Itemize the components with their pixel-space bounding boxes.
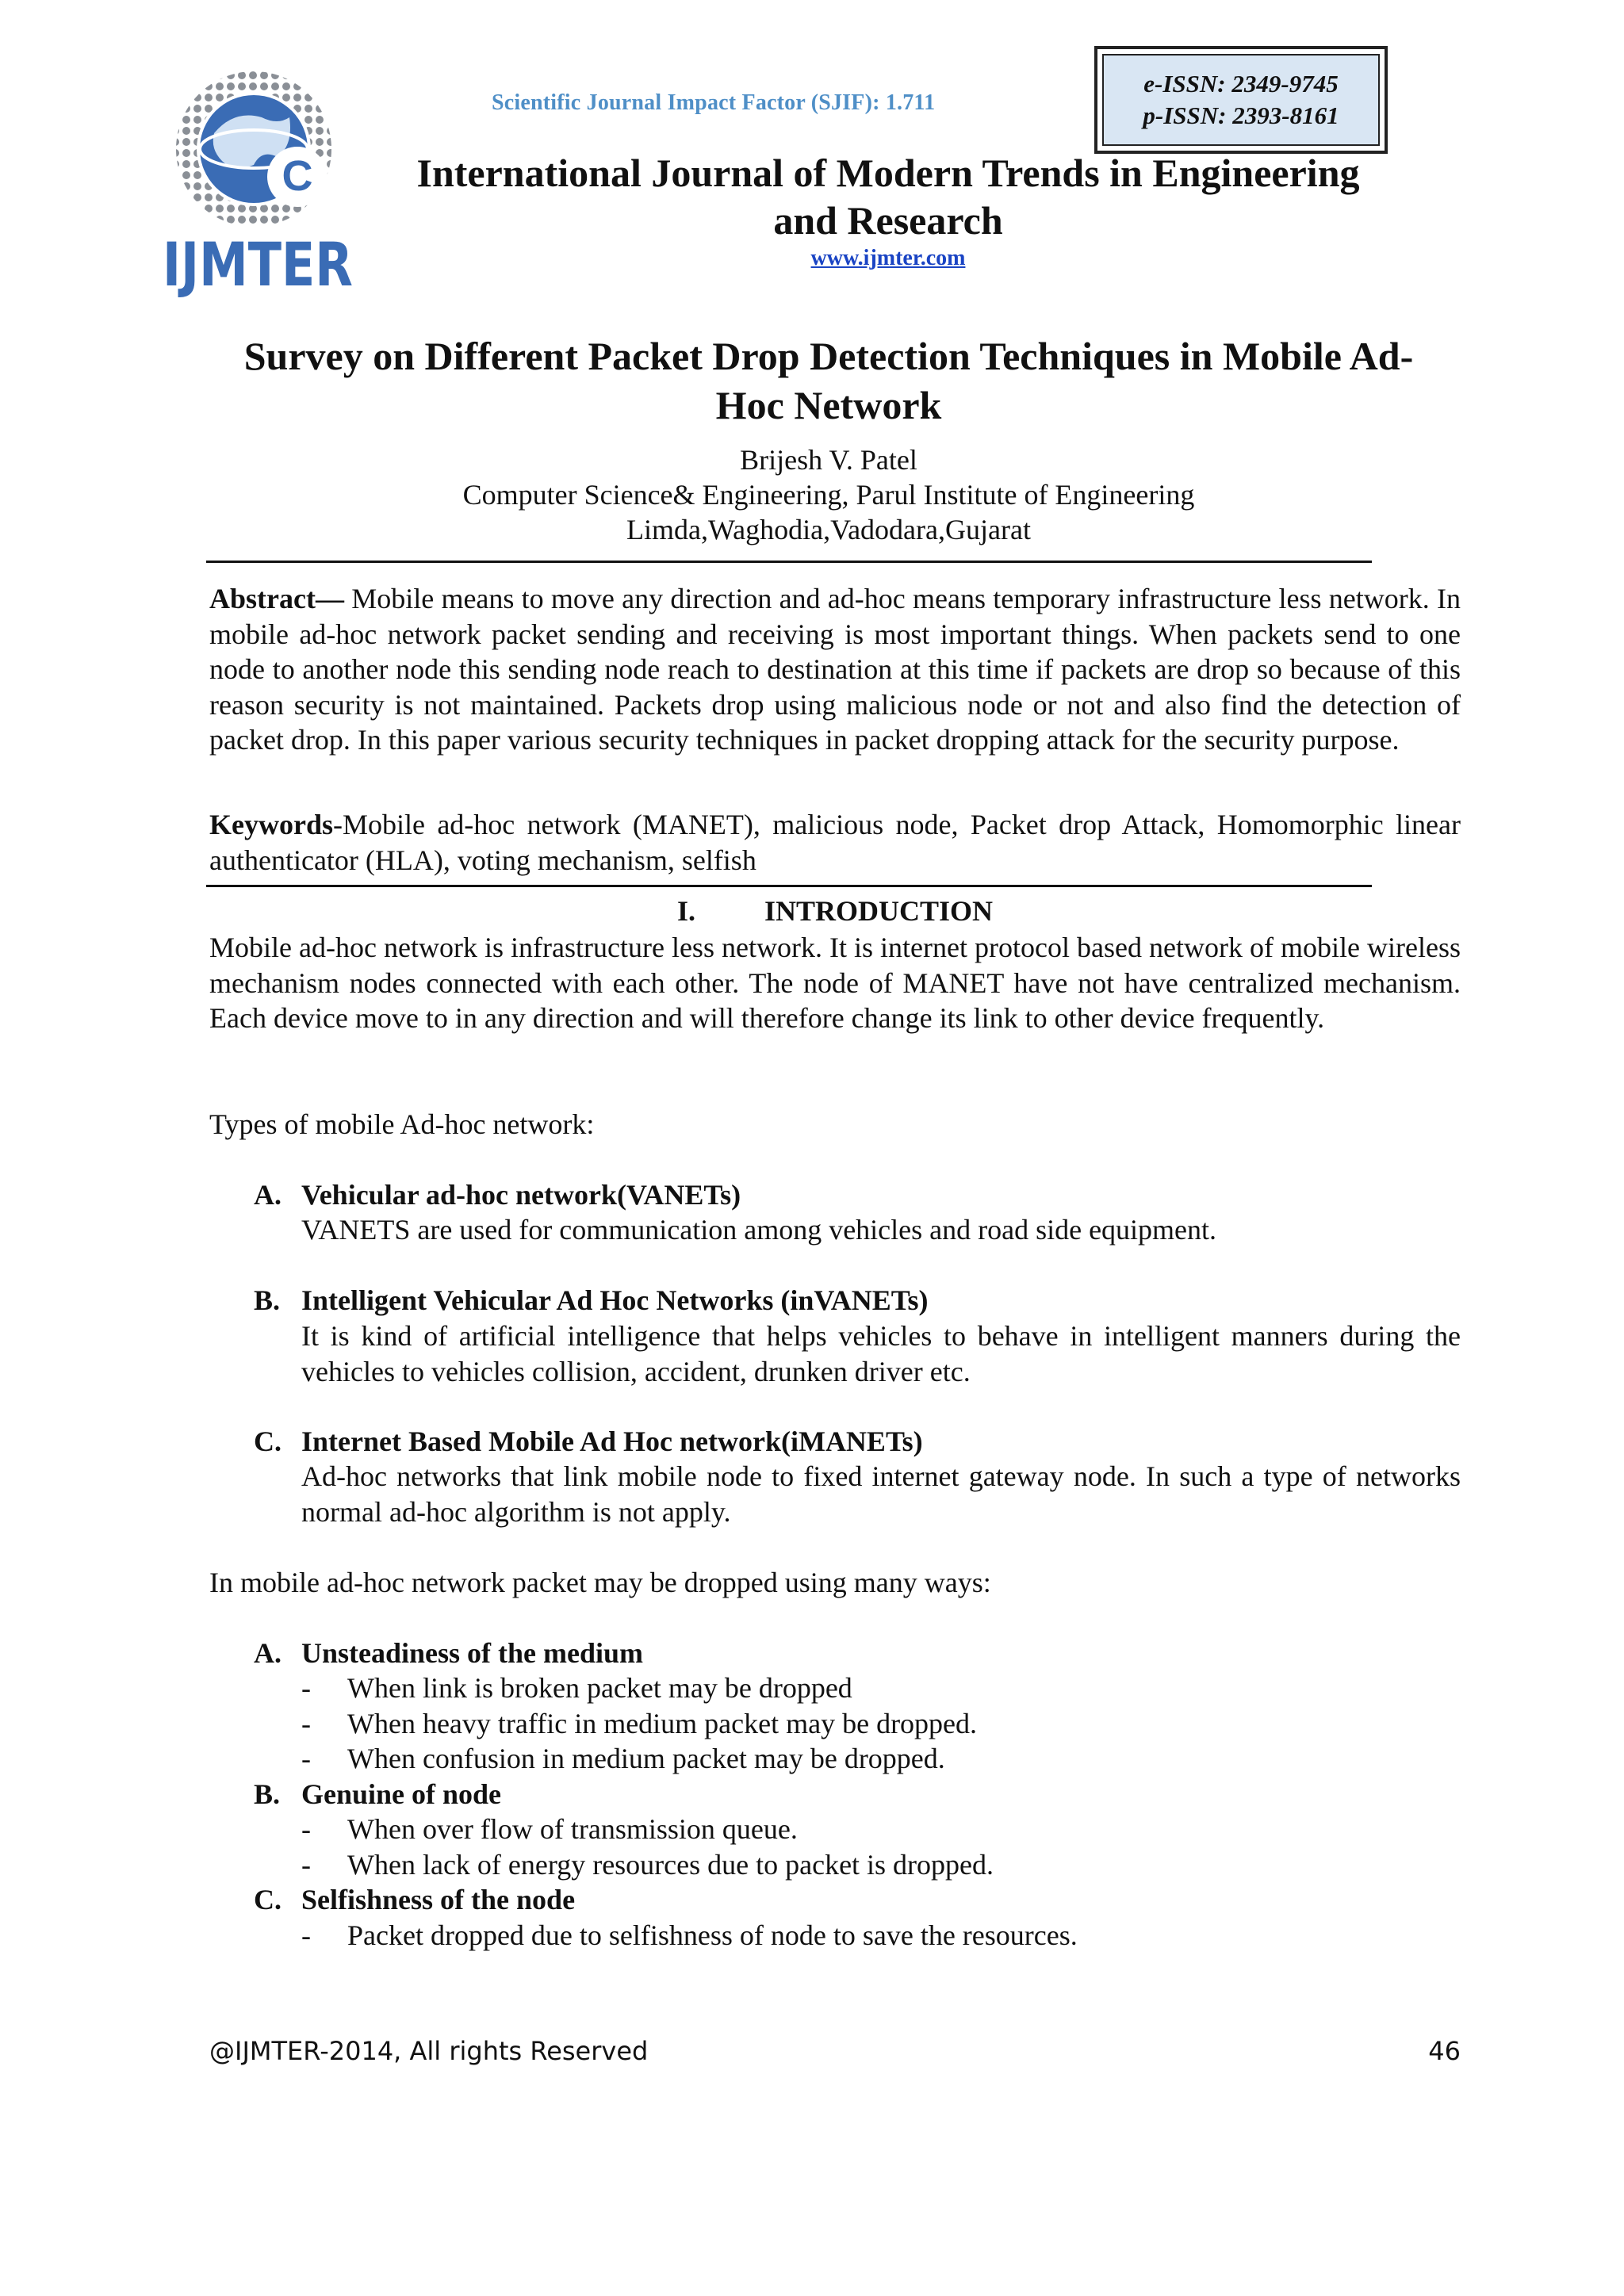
bullet-item: - When over flow of transmission queue. <box>301 1813 798 1845</box>
bullet-item: - When heavy traffic in medium packet may be dropped. <box>301 1708 978 1739</box>
footer-copyright: @IJMTER-2014, All rights Reserved <box>209 2036 649 2066</box>
list-item-heading: A. Vehicular ad-hoc network(VANETs) <box>254 1179 741 1211</box>
page-number: 46 <box>1428 2036 1461 2066</box>
author-affiliation: Computer Science& Engineering, Parul Institute of Engineering <box>462 479 1195 511</box>
journal-logo <box>159 70 357 300</box>
list-item-heading: A. Unsteadiness of the medium <box>254 1637 644 1669</box>
paper-title: Survey on Different Packet Drop Detection Techniques in Mobile Ad- Hoc Network <box>243 334 1414 427</box>
bullet-item: - When lack of energy resources due to packet is dropped. <box>301 1849 994 1881</box>
svg-text:IJMTER: IJMTER <box>163 229 353 300</box>
author-location: Limda,Waghodia,Vadodara,Gujarat <box>626 514 1031 545</box>
section-title: INTRODUCTION <box>764 895 994 927</box>
divider <box>206 885 1372 887</box>
section-number: I. <box>676 895 695 927</box>
issn-box <box>1094 46 1388 154</box>
bullet-item: - Packet dropped due to selfishness of node to save the resources. <box>301 1919 1078 1951</box>
e-issn: e-ISSN: 2349-9745 <box>1143 70 1339 98</box>
intro-paragraph: Mobile ad-hoc network is infrastructure less network. It is internet protocol based network of mobile wireless mechanism nodes connected with each other. The node of MANET have not have centralized mechanism. Each device move to in any direction and will therefore change its link to other device frequently. <box>209 932 1461 1034</box>
list-item-heading: B. Intelligent Vehicular Ad Hoc Networks (inVANETs) <box>254 1284 929 1316</box>
list-item-body: VANETS are used for communication among vehicles and road side equipment. <box>301 1214 1217 1246</box>
globe-logo-icon <box>159 70 357 300</box>
section-heading <box>209 894 1461 928</box>
list-item-heading: C. Selfishness of the node <box>254 1884 576 1915</box>
list-item-body: Ad-hoc networks that link mobile node to fixed internet gateway node. In such a type of networks normal ad-hoc algorithm is not apply. <box>301 1460 1461 1528</box>
bullet-item: - When link is broken packet may be dropped <box>301 1672 852 1704</box>
p-issn: p-ISSN: 2393-8161 <box>1143 101 1339 129</box>
keywords-label: Keywords <box>209 809 333 840</box>
divider <box>206 561 1372 563</box>
list-item-heading: C. Internet Based Mobile Ad Hoc network(iMANETs) <box>254 1425 923 1457</box>
bullet-item: - When confusion in medium packet may be dropped. <box>301 1743 945 1774</box>
abstract-text: Mobile means to move any direction and ad-hoc means temporary infrastructure less network. In mobile ad-hoc network packet sending and receiving is most important things. When packets send to one node to another node this sending node reach to destination at this time if packets are drop so because of this reason security is not maintained. Packets drop using malicious node or not and also find the detection of packet drop. In this paper various security techniques in packet dropping attack for the security purpose. <box>209 583 1461 756</box>
abstract-label: Abstract— <box>209 583 344 614</box>
types-label: Types of mobile Ad-hoc network: <box>209 1108 595 1140</box>
svg-text:C: C <box>282 152 313 200</box>
list-item-body: It is kind of artificial intelligence that helps vehicles to behave in intelligent manners during the vehicles to vehicles collision, accident, drunken driver etc. <box>301 1320 1461 1387</box>
journal-url-link[interactable]: www.ijmter.com <box>810 246 966 270</box>
journal-title: International Journal of Modern Trends in Engineering and Research <box>416 151 1360 243</box>
keywords <box>209 807 1461 878</box>
author-name: Brijesh V. Patel <box>740 444 917 476</box>
abstract <box>209 581 1461 758</box>
author-block <box>198 442 1459 547</box>
drop-label: In mobile ad-hoc network packet may be dropped using many ways: <box>209 1567 991 1598</box>
impact-factor: Scientific Journal Impact Factor (SJIF): 1.711 <box>492 90 936 115</box>
keywords-text: -Mobile ad-hoc network (MANET), malicious node, Packet drop Attack, Homomorphic linear authenticator (HLA), voting mechanism, selfish <box>209 809 1461 876</box>
list-item-heading: B. Genuine of node <box>254 1778 502 1810</box>
